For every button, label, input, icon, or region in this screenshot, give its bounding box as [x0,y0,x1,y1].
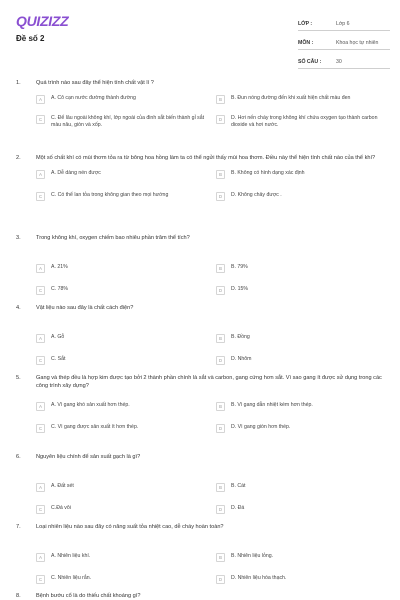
option-b[interactable] [216,483,388,492]
option-letter-box: C [36,115,45,124]
option-c[interactable] [36,505,208,514]
question-text: Một số chất khí có mùi thơm tỏa ra từ bông hoa hồng làm ta có thể ngửi thấy mùi hoa thơm. Điều này thể hiện tính chất nào của thể khí? [36,155,376,161]
question-5 [16,374,392,432]
option-text: B. Không có hình dạng xác định [231,170,305,176]
question-2 [16,154,392,204]
question-text: Bệnh bướu cổ là do thiếu chất khoáng gì? [36,593,141,599]
option-a[interactable] [36,553,208,562]
question-text: Nguyên liệu chính để sản xuất gạch là gì? [36,454,141,460]
option-text: D. Không chảy được . [231,192,282,198]
option-text: B. Đun nóng đường đến khi xuất hiện chất màu đen [231,95,351,101]
option-letter-box: D [216,505,225,514]
meta-label: LỚP : [298,21,313,27]
option-letter-box: D [216,356,225,365]
option-c[interactable] [36,115,208,128]
option-c[interactable] [36,424,208,433]
option-letter-box: C [36,192,45,201]
option-letter-box: A [36,170,45,179]
option-text: D. Vì gang giòn hơn thép. [231,424,291,430]
question-3 [16,234,392,293]
question-text: Quá trình nào sau đây thể hiện tính chất vật lí ? [36,80,154,86]
option-c[interactable] [36,286,208,295]
option-d[interactable] [216,505,388,514]
option-text: B. Nhiên liệu lỏng. [231,553,274,559]
option-d[interactable] [216,575,388,584]
option-text: A. Cô cạn nước đường thành đường [51,95,136,101]
option-text: A. Đất sét [51,483,74,489]
question-text: Gang và thép đều là hợp kim được tạo bởi 2 thành phần chính là sắt và carbon, gang cứng hơn sắt. Vì sao gang ít được sử dụng trong các công trình xây dựng? [36,375,382,389]
option-text: B. 79% [231,264,248,270]
option-b[interactable] [216,402,388,411]
option-letter-box: B [216,483,225,492]
question-number: 8. [16,593,21,599]
option-letter-box: B [216,334,225,343]
question-8 [16,592,392,600]
option-a[interactable] [36,95,208,104]
question-number: 7. [16,524,21,530]
option-text: A. Gỗ [51,334,65,340]
question-number: 4. [16,305,21,311]
question-7 [16,523,392,582]
option-text: A. Vì gang khó sản xuất hơn thép. [51,402,130,408]
option-b[interactable] [216,170,388,179]
option-b[interactable] [216,264,388,273]
option-text: D. Hơi nến cháy trong không khí chứa oxygen tạo thành carbon dioxide và hơi nước. [231,115,378,128]
question-text: Trong không khí, oxygen chiếm bao nhiêu phần trăm thể tích? [36,235,190,241]
option-b[interactable] [216,95,388,104]
option-text: D. Đá [231,505,245,511]
question-number: 5. [16,375,21,381]
option-text: A. Dễ dàng nén được [51,170,101,176]
meta-row-subject [298,31,390,50]
option-text: A. 21% [51,264,68,270]
option-letter-box: B [216,402,225,411]
question-6 [16,453,392,512]
option-a[interactable] [36,402,208,411]
option-c[interactable] [36,192,208,201]
option-letter-box: D [216,115,225,124]
option-b[interactable] [216,334,388,343]
option-text: D. Nhiên liệu hóa thạch. [231,575,287,581]
option-a[interactable] [36,264,208,273]
question-number: 1. [16,80,21,86]
meta-row-count [298,50,390,69]
meta-label: MÔN : [298,40,314,46]
option-text: D. 15% [231,286,249,292]
meta-value: Lớp 6 [336,21,350,27]
option-a[interactable] [36,483,208,492]
exam-title: Đề số 2 [16,34,45,43]
option-text: C.Đá vôi [51,505,71,511]
question-1 [16,79,392,133]
option-text: A. Nhiên liệu khí. [51,553,91,559]
option-letter-box: A [36,553,45,562]
meta-value: Khoa học tự nhiên [336,40,379,46]
option-letter-box: A [36,264,45,273]
option-letter-box: B [216,264,225,273]
option-letter-box: D [216,192,225,201]
exam-meta [298,12,390,69]
option-letter-box: C [36,505,45,514]
option-text: C. Sắt [51,356,66,362]
option-text: C. Vì gang được sản xuất ít hơn thép. [51,424,139,430]
question-number: 6. [16,454,21,460]
option-letter-box: D [216,424,225,433]
option-letter-box: D [216,286,225,295]
question-text: Loại nhiên liệu nào sau đây có năng suất tỏa nhiệt cao, dễ cháy hoàn toàn? [36,524,224,530]
option-a[interactable] [36,170,208,179]
option-text: C. 78% [51,286,69,292]
option-a[interactable] [36,334,208,343]
option-d[interactable] [216,192,388,201]
option-b[interactable] [216,553,388,562]
option-letter-box: B [216,553,225,562]
option-letter-box: D [216,575,225,584]
option-d[interactable] [216,356,388,365]
meta-row-class [298,12,390,31]
option-text: C. Nhiên liệu rắn. [51,575,92,581]
option-text: B. Đồng [231,334,250,340]
option-letter-box: C [36,575,45,584]
quizizz-logo: QUIZIZZ [16,13,69,29]
option-d[interactable] [216,286,388,295]
option-text: C. Để lâu ngoài không khí, lớp ngoài của đinh sắt biến thành gỉ sắt màu nâu, giòn và xốp. [51,115,205,128]
option-letter-box: C [36,356,45,365]
option-text: B. Vì gang dẫn nhiệt kém hơn thép. [231,402,313,408]
question-number: 3. [16,235,21,241]
option-letter-box: C [36,286,45,295]
meta-label: SỐ CÂU : [298,59,322,65]
question-4 [16,304,392,363]
option-text: B. Cát [231,483,246,489]
option-letter-box: A [36,95,45,104]
option-letter-box: B [216,95,225,104]
question-number: 2. [16,155,21,161]
question-text: Vật liệu nào sau đây là chất cách điện? [36,305,134,311]
option-text: D. Nhôm [231,356,252,362]
option-c[interactable] [36,356,208,365]
option-letter-box: A [36,334,45,343]
meta-value: 30 [336,59,342,65]
option-letter-box: C [36,424,45,433]
option-d[interactable] [216,424,388,433]
option-letter-box: A [36,402,45,411]
option-c[interactable] [36,575,208,584]
option-d[interactable] [216,115,388,128]
option-text: C. Có thể lan tỏa trong không gian theo mọi hướng [51,192,169,198]
option-letter-box: B [216,170,225,179]
option-letter-box: A [36,483,45,492]
